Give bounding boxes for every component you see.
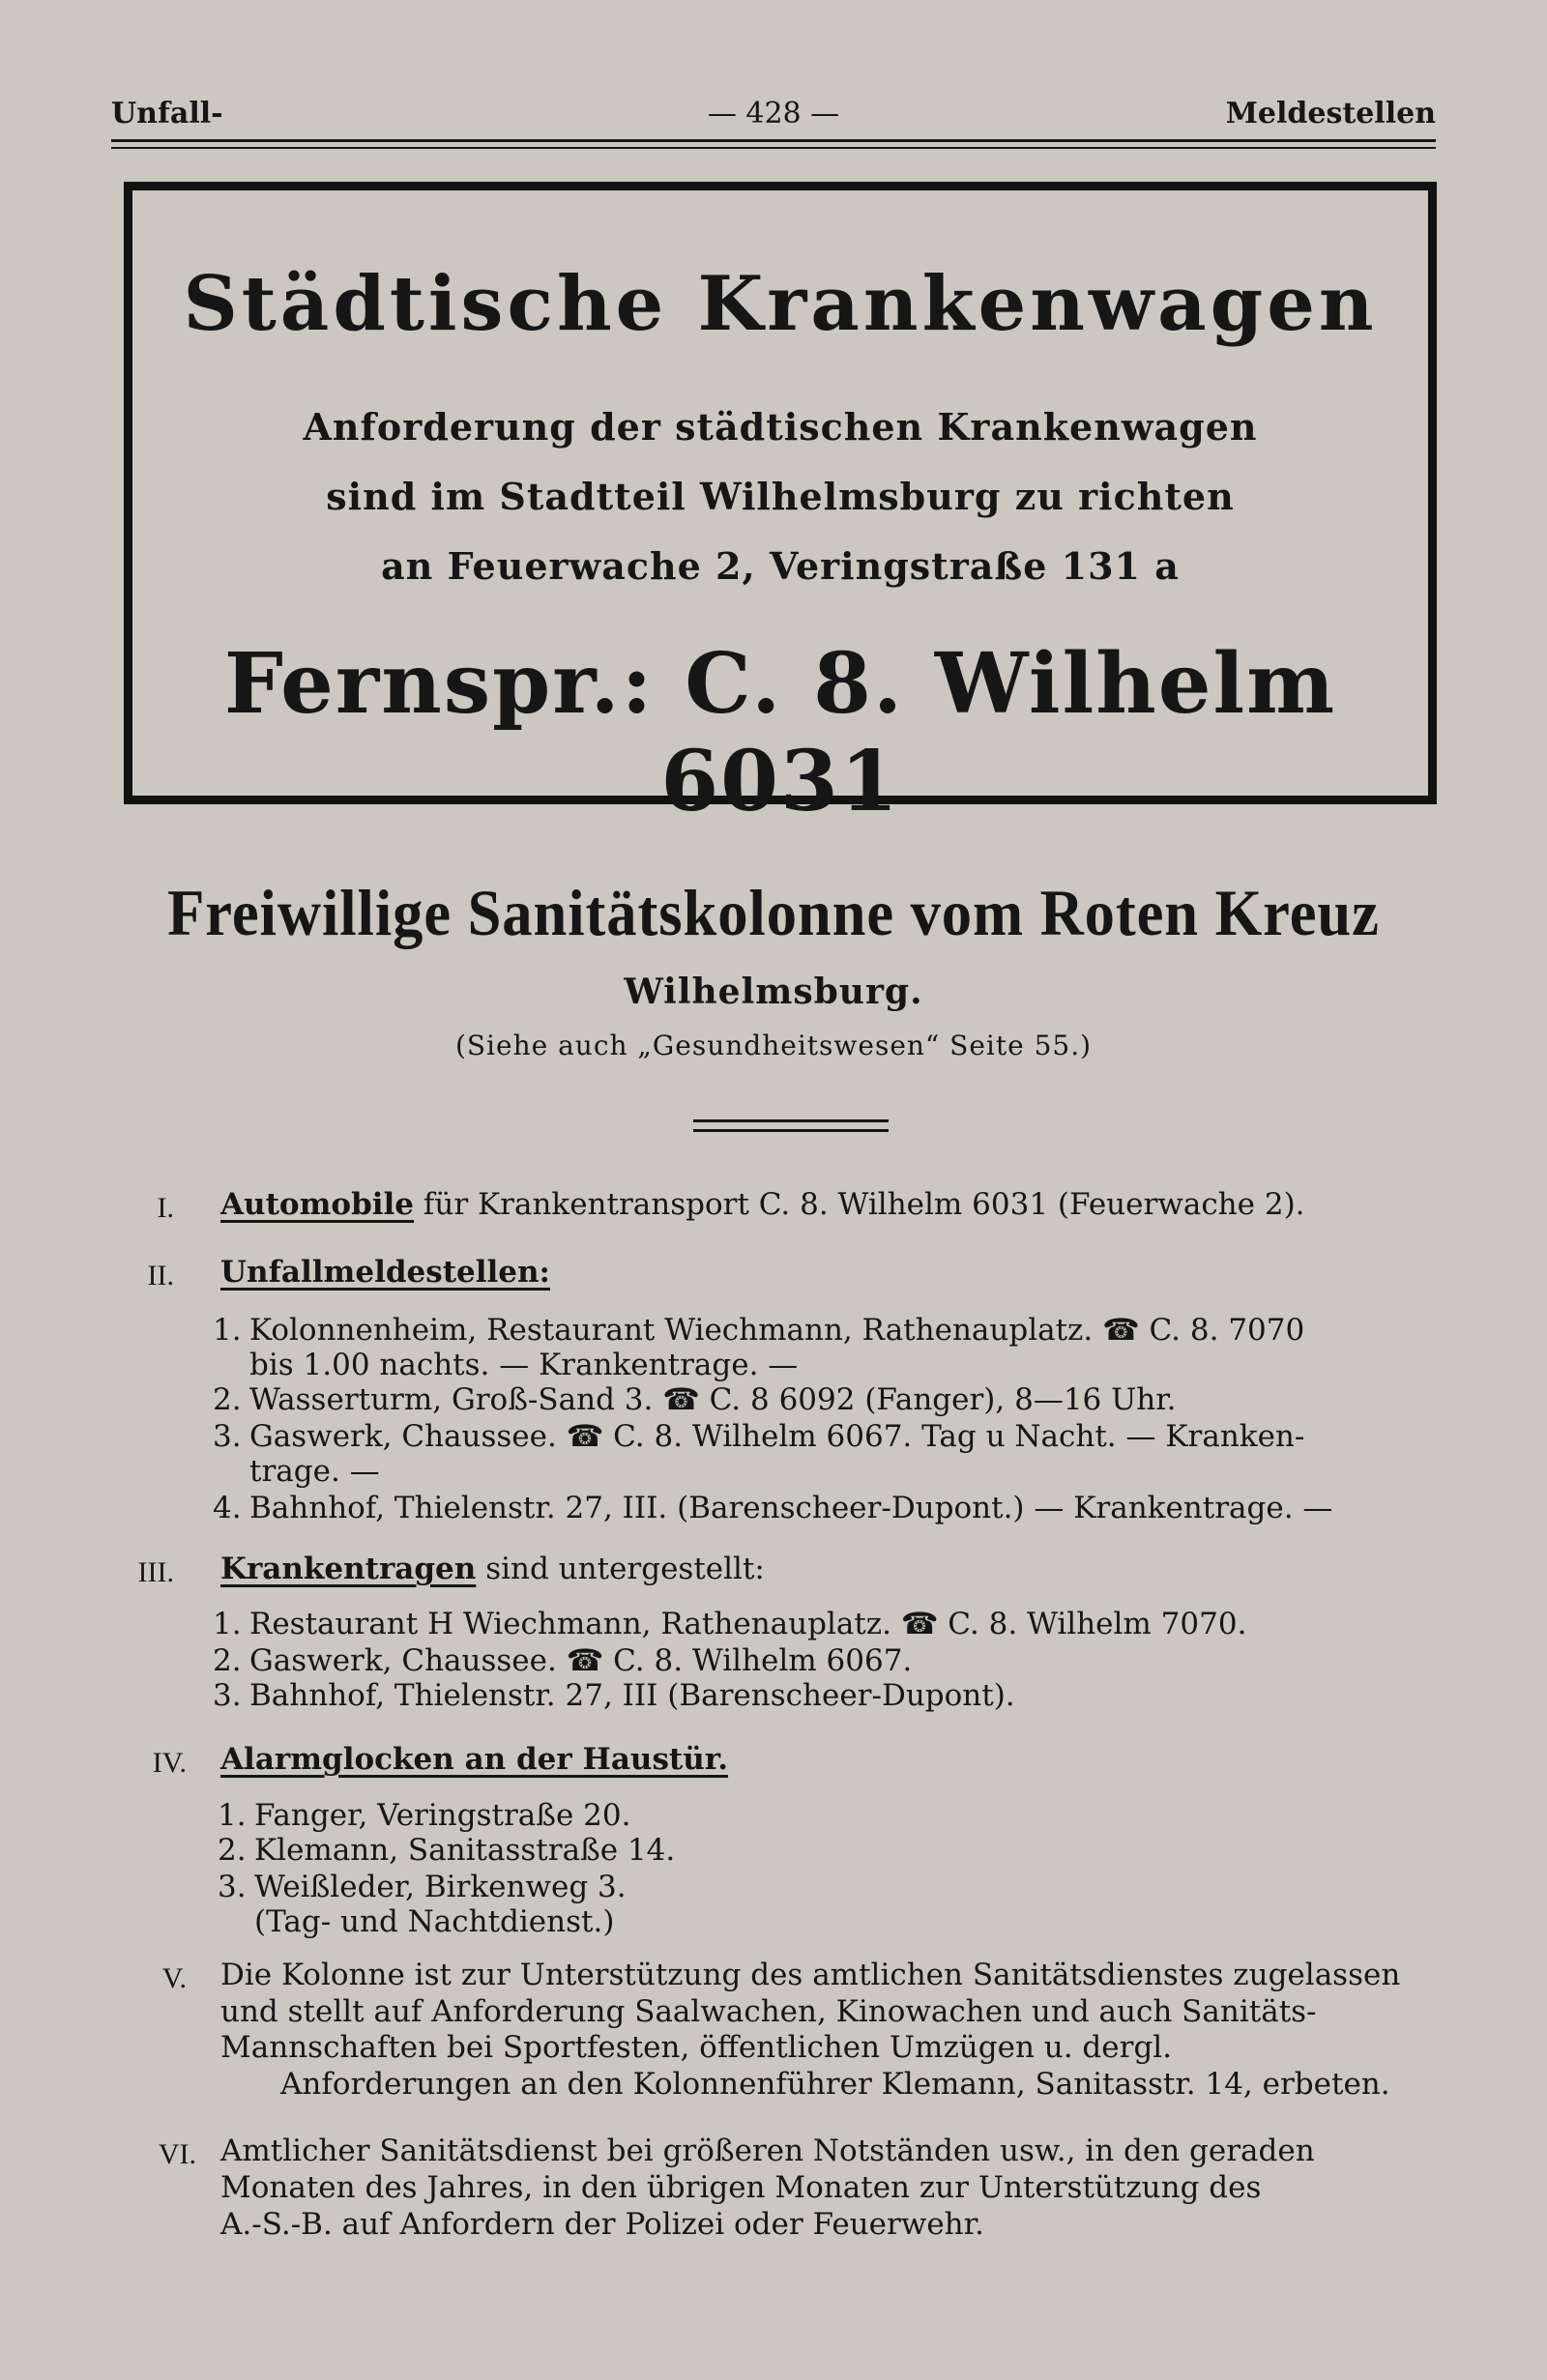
section-number: IV. [152,1747,187,1779]
section-note: (Siehe auch „Gesundheitswesen“ Seite 55.) [454,1030,1093,1061]
paragraph-line: A.-S.-B. auf Anfordern der Polizei oder Feuerwehr. [220,2207,984,2242]
section-iii [220,1552,765,1586]
section-heading: Unfallmeldestellen: [220,1255,550,1290]
header-rule [111,147,1436,149]
page-header [111,97,1436,135]
divider-rule [693,1129,889,1132]
notice-line: an Feuerwache 2, Veringstraße 131 a [381,544,1180,588]
list-item: 3. Bahnhof, Thielenstr. 27, III (Barenscheer-Dupont). [213,1678,1015,1713]
notice-line: Anforderung der städtischen Krankenwagen [303,405,1258,449]
section-number: II. [147,1260,174,1292]
list-item: 1. Fanger, Veringstraße 20. [218,1798,631,1833]
section-text: für Krankentransport C. 8. Wilhelm 6031 (Feuerwache 2). [423,1187,1305,1222]
section-number: I. [157,1192,174,1224]
section-number: III. [137,1556,174,1588]
section-heading: Krankentragen [220,1552,477,1586]
paragraph-line: Die Kolonne ist zur Unterstützung des amtlichen Sanitätsdienstes zugelassen [220,1958,1401,1992]
list-item: bis 1.00 nachts. — Krankentrage. — [249,1348,799,1382]
paragraph-line: Anforderungen an den Kolonnenführer Klemann, Sanitasstr. 14, erbeten. [280,2067,1390,2102]
list-item: 4. Bahnhof, Thielenstr. 27, III. (Barenscheer-Dupont.) — Krankentrage. — [213,1491,1333,1525]
list-item: 1. Kolonnenheim, Restaurant Wiechmann, Rathenauplatz. ☎ C. 8. 7070 [213,1313,1305,1348]
section-title: Freiwillige Sanitätskolonne vom Roten Kreuz [167,876,1380,949]
ambulance-notice-box [124,182,1437,830]
paragraph-line: Amtlicher Sanitätsdienst bei größeren Notständen usw., in den geraden [220,2133,1315,2168]
header-left: Unfall- [111,97,223,131]
divider-rule [693,1119,889,1122]
header-right: Meldestellen [1225,97,1436,131]
header-rule [111,139,1436,142]
section-number: V. [161,1962,187,1994]
section-place: Wilhelmsburg. [624,972,923,1012]
list-item: 2. Gaswerk, Chaussee. ☎ C. 8. Wilhelm 6067. [213,1643,913,1678]
notice-title: Städtische Krankenwagen [183,260,1378,348]
section-heading: Automobile [220,1187,415,1222]
list-item: 3. Gaswerk, Chaussee. ☎ C. 8. Wilhelm 6067. Tag u Nacht. — Kranken- [213,1419,1305,1454]
paragraph-line: Monaten des Jahres, in den übrigen Monaten zur Unterstützung des [220,2170,1262,2205]
paragraph-line: und stellt auf Anforderung Saalwachen, Kinowachen und auch Sanitäts- [220,1994,1317,2029]
section-heading: Alarmglocken an der Haustür. [220,1742,729,1777]
section-i [220,1187,1305,1222]
list-item: 2. Wasserturm, Groß-Sand 3. ☎ C. 8 6092 (Fanger), 8—16 Uhr. [213,1382,1177,1417]
list-item: (Tag- und Nachtdienst.) [254,1904,615,1939]
list-item: 3. Weißleder, Birkenweg 3. [218,1870,627,1904]
paragraph-line: Mannschaften bei Sportfesten, öffentlichen Umzügen u. dergl. [220,2030,1173,2065]
section-text: sind untergestellt: [485,1552,765,1586]
list-item: 1. Restaurant H Wiechmann, Rathenauplatz. ☎ C. 8. Wilhelm 7070. [213,1607,1247,1641]
section-number: VI. [158,2138,196,2170]
page-number: — 428 — [707,97,840,131]
notice-line: sind im Stadtteil Wilhelmsburg zu richten [326,475,1235,518]
list-item: 2. Klemann, Sanitasstraße 14. [218,1833,676,1868]
notice-phone: Fernspr.: C. 8. Wilhelm 6031 [223,635,1337,830]
list-item: trage. — [249,1454,380,1489]
